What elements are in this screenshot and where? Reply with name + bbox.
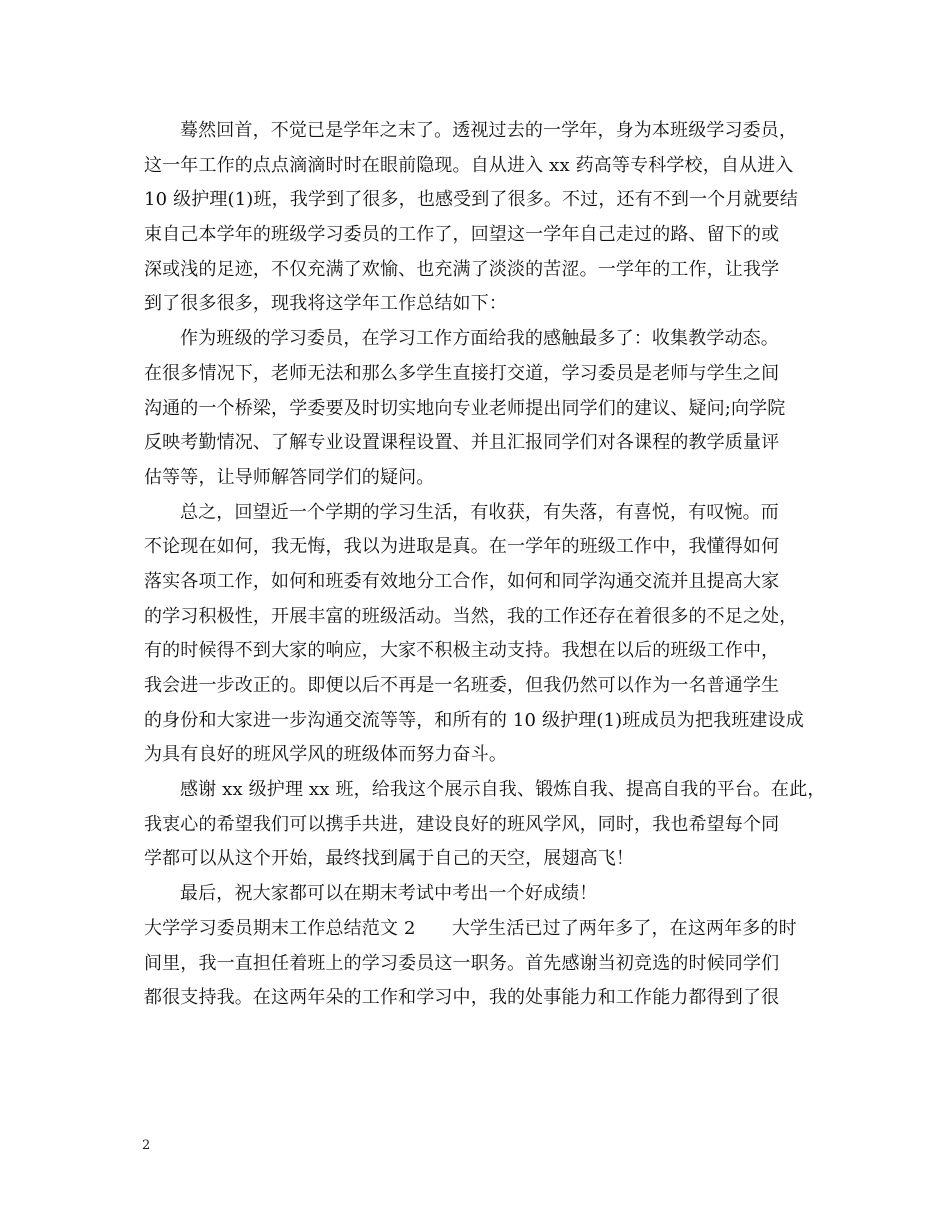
text-line: 沟通的一个桥梁，学委要及时切实地向专业老师提出同学们的建议、疑问;向学院 [144, 397, 786, 419]
text-line: 不论现在如何，我无悔，我以为进取是真。在一学年的班级工作中，我懂得如何 [144, 536, 780, 558]
text-line: 大学学习委员期末工作总结范文 2 大学生活已过了两年多了，在这两年多的时 [144, 917, 797, 939]
text-line: 总之，回望近一个学期的学习生活，有收获，有失落，有喜悦，有叹惋。而 [180, 501, 779, 523]
text-line: 估等等，让导师解答同学们的疑问。 [144, 466, 435, 488]
text-line: 最后，祝大家都可以在期末考试中考出一个好成绩！ [180, 883, 598, 905]
text-line: 作为班级的学习委员，在学习工作方面给我的感触最多了：收集教学动态。 [180, 328, 779, 350]
text-line: 我会进一步改正的。即便以后不再是一名班委，但我仍然可以作为一名普通学生 [144, 675, 780, 696]
text-line: 蓦然回首，不觉已是学年之末了。透视过去的一学年，身为本班级学习委员， [180, 120, 798, 141]
text-line: 的身份和大家进一步沟通交流等等，和所有的 10 级护理(1)班成员为把我班建设成 [144, 709, 804, 731]
text-line: 落实各项工作，如何和班委有效地分工合作，如何和同学沟通交流并且提高大家 [144, 570, 780, 592]
text-line: 都很支持我。在这两年朵的工作和学习中，我的处事能力和工作能力都得到了很 [144, 987, 780, 1009]
document-body [144, 114, 834, 1016]
text-line: 为具有良好的班风学风的班级体而努力奋斗。 [144, 744, 507, 766]
text-line: 学都可以从这个开始，最终找到属于自己的天空，展翅高飞！ [144, 848, 635, 870]
text-line: 的学习积极性，开展丰富的班级活动。当然，我的工作还存在着很多的不足之处， [144, 605, 798, 627]
text-line: 间里，我一直担任着班上的学习委员这一职务。首先感谢当初竞选的时候同学们 [144, 952, 780, 974]
text-line: 在很多情况下，老师无法和那么多学生直接打交道，学习委员是老师与学生之间 [144, 362, 780, 384]
text-line: 我衷心的希望我们可以携手共进，建设良好的班风学风，同时，我也希望每个同 [144, 813, 780, 835]
text-line: 这一年工作的点点滴滴时时在眼前隐现。自从进入 xx 药高等专科学校，自从进入 [144, 154, 794, 176]
text-line: 有的时候得不到大家的响应，大家不积极主动支持。我想在以后的班级工作中， [144, 640, 780, 662]
page-number: 2 [142, 1138, 151, 1153]
text-line: 深或浅的足迹，不仅充满了欢愉、也充满了淡淡的苦涩。一学年的工作，让我学 [144, 258, 780, 280]
text-line: 束自己本学年的班级学习委员的工作了，回望这一学年自己走过的路、留下的或 [144, 224, 780, 246]
text-line: 反映考勤情况、了解专业设置课程设置、并且汇报同学们对各课程的教学质量评 [144, 432, 780, 454]
text-line: 感谢 xx 级护理 xx 班，给我这个展示自我、锻炼自我、提高自我的平台。在此， [180, 779, 826, 801]
text-line: 10 级护理(1)班，我学到了很多，也感受到了很多。不过，还有不到一个月就要结 [144, 189, 798, 211]
text-line: 到了很多很多，现我将这学年工作总结如下： [144, 293, 507, 315]
